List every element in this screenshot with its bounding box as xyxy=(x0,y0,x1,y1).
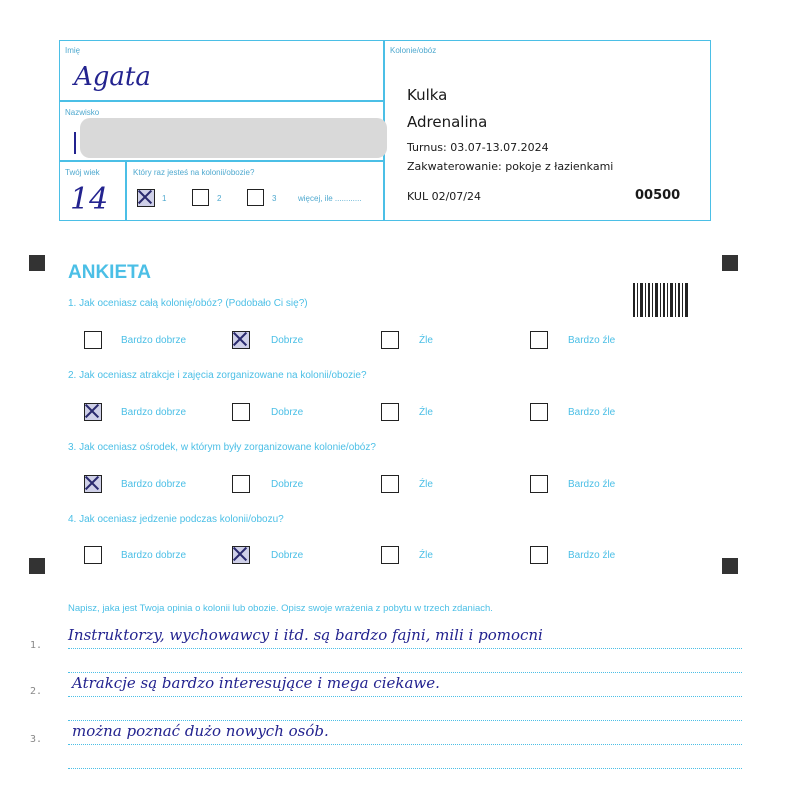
camp-code: KUL 02/07/24 xyxy=(407,190,481,203)
age-label: Twój wiek xyxy=(65,168,100,177)
accommodation: Zakwaterowanie: pokoje z łazienkami xyxy=(407,160,614,173)
registration-marker-bottom-right xyxy=(722,558,738,574)
answer-line-2a xyxy=(68,696,742,697)
header-divider-surname xyxy=(59,160,384,162)
camp-label: Kolonie/obóz xyxy=(390,46,437,55)
header-divider-age xyxy=(125,160,127,221)
registration-marker-top-left xyxy=(29,255,45,271)
q2-option-bardzo-dobrze[interactable] xyxy=(84,403,102,421)
answer-number-3: 3. xyxy=(30,734,43,745)
camp-name-1: Kulka xyxy=(407,86,448,104)
turnus: Turnus: 03.07-13.07.2024 xyxy=(407,141,549,154)
answer-line-1a xyxy=(68,648,742,649)
answer-line-2b xyxy=(68,720,742,721)
camp-name-2: Adrenalina xyxy=(407,113,488,131)
q1-option-dobrze[interactable] xyxy=(232,331,250,349)
answer-line-3a xyxy=(68,744,742,745)
question-1: 1. Jak oceniasz całą kolonię/obóz? (Podobało Ci się?) xyxy=(68,298,308,309)
answer-line-1b xyxy=(68,672,742,673)
form-number: 00500 xyxy=(635,188,681,203)
q3-label-dobrze: Dobrze xyxy=(271,479,304,490)
q4-label-dobrze: Dobrze xyxy=(271,550,304,561)
q1-label-bardzo-dobrze: Bardzo dobrze xyxy=(121,335,187,346)
q2-option-bardzo-zle[interactable] xyxy=(530,403,548,421)
q4-label-bardzo-dobrze: Bardzo dobrze xyxy=(121,550,187,561)
survey-title: ANKIETA xyxy=(68,262,152,283)
q3-option-bardzo-zle[interactable] xyxy=(530,475,548,493)
question-2: 2. Jak oceniasz atrakcje i zajęcia zorganizowane na kolonii/obozie? xyxy=(68,370,367,381)
times-checkbox-3[interactable] xyxy=(247,189,264,206)
q3-option-bardzo-dobrze[interactable] xyxy=(84,475,102,493)
q4-option-bardzo-dobrze[interactable] xyxy=(84,546,102,564)
answer-number-1: 1. xyxy=(30,640,43,651)
answer-3[interactable]: można poznać dużo nowych osób. xyxy=(72,722,329,740)
q3-option-zle[interactable] xyxy=(381,475,399,493)
redacted-surname xyxy=(80,118,387,158)
q1-label-zle: Źle xyxy=(419,335,433,346)
name-value: Agata xyxy=(74,62,151,92)
times-more-label: więcej, ile ............ xyxy=(298,194,362,203)
times-checkbox-2[interactable] xyxy=(192,189,209,206)
q3-option-dobrze[interactable] xyxy=(232,475,250,493)
times-label: Który raz jesteś na kolonii/obozie? xyxy=(133,168,255,177)
question-4: 4. Jak oceniasz jedzenie podczas kolonii/obozu? xyxy=(68,514,284,525)
q2-label-bardzo-dobrze: Bardzo dobrze xyxy=(121,407,187,418)
q4-option-zle[interactable] xyxy=(381,546,399,564)
q1-option-bardzo-zle[interactable] xyxy=(530,331,548,349)
answer-line-3b xyxy=(68,768,742,769)
answer-2[interactable]: Atrakcje są bardzo interesujące i mega ciekawe. xyxy=(72,674,440,692)
times-option-1: 1 xyxy=(162,194,167,203)
registration-marker-bottom-left xyxy=(29,558,45,574)
registration-marker-top-right xyxy=(722,255,738,271)
q4-label-bardzo-zle: Bardzo źle xyxy=(568,550,616,561)
q3-label-bardzo-zle: Bardzo źle xyxy=(568,479,616,490)
barcode-icon xyxy=(633,283,689,317)
q1-option-zle[interactable] xyxy=(381,331,399,349)
name-label: Imię xyxy=(65,46,81,55)
opinion-prompt: Napisz, jaka jest Twoja opinia o kolonii lub obozie. Opisz swoje wrażenia z pobytu w trzech zdaniach. xyxy=(68,603,493,614)
times-checkbox-1[interactable] xyxy=(137,189,155,207)
q2-label-bardzo-zle: Bardzo źle xyxy=(568,407,616,418)
q2-label-zle: Źle xyxy=(419,407,433,418)
q3-label-zle: Źle xyxy=(419,479,433,490)
answer-1[interactable]: Instruktorzy, wychowawcy i itd. są bardzo fajni, mili i pomocni xyxy=(68,626,543,644)
q4-label-zle: Źle xyxy=(419,550,433,561)
q1-label-dobrze: Dobrze xyxy=(271,335,304,346)
header-divider-name xyxy=(59,100,384,102)
answer-number-2: 2. xyxy=(30,686,43,697)
age-value: 14 xyxy=(70,182,109,217)
q2-option-zle[interactable] xyxy=(381,403,399,421)
q2-option-dobrze[interactable] xyxy=(232,403,250,421)
q1-label-bardzo-zle: Bardzo źle xyxy=(568,335,616,346)
q1-option-bardzo-dobrze[interactable] xyxy=(84,331,102,349)
q4-option-dobrze[interactable] xyxy=(232,546,250,564)
surname-label: Nazwisko xyxy=(65,108,100,117)
question-3: 3. Jak oceniasz ośrodek, w którym były zorganizowane kolonie/obóz? xyxy=(68,442,376,453)
times-option-3: 3 xyxy=(272,194,277,203)
q3-label-bardzo-dobrze: Bardzo dobrze xyxy=(121,479,187,490)
q4-option-bardzo-zle[interactable] xyxy=(530,546,548,564)
q2-label-dobrze: Dobrze xyxy=(271,407,304,418)
times-option-2: 2 xyxy=(217,194,222,203)
